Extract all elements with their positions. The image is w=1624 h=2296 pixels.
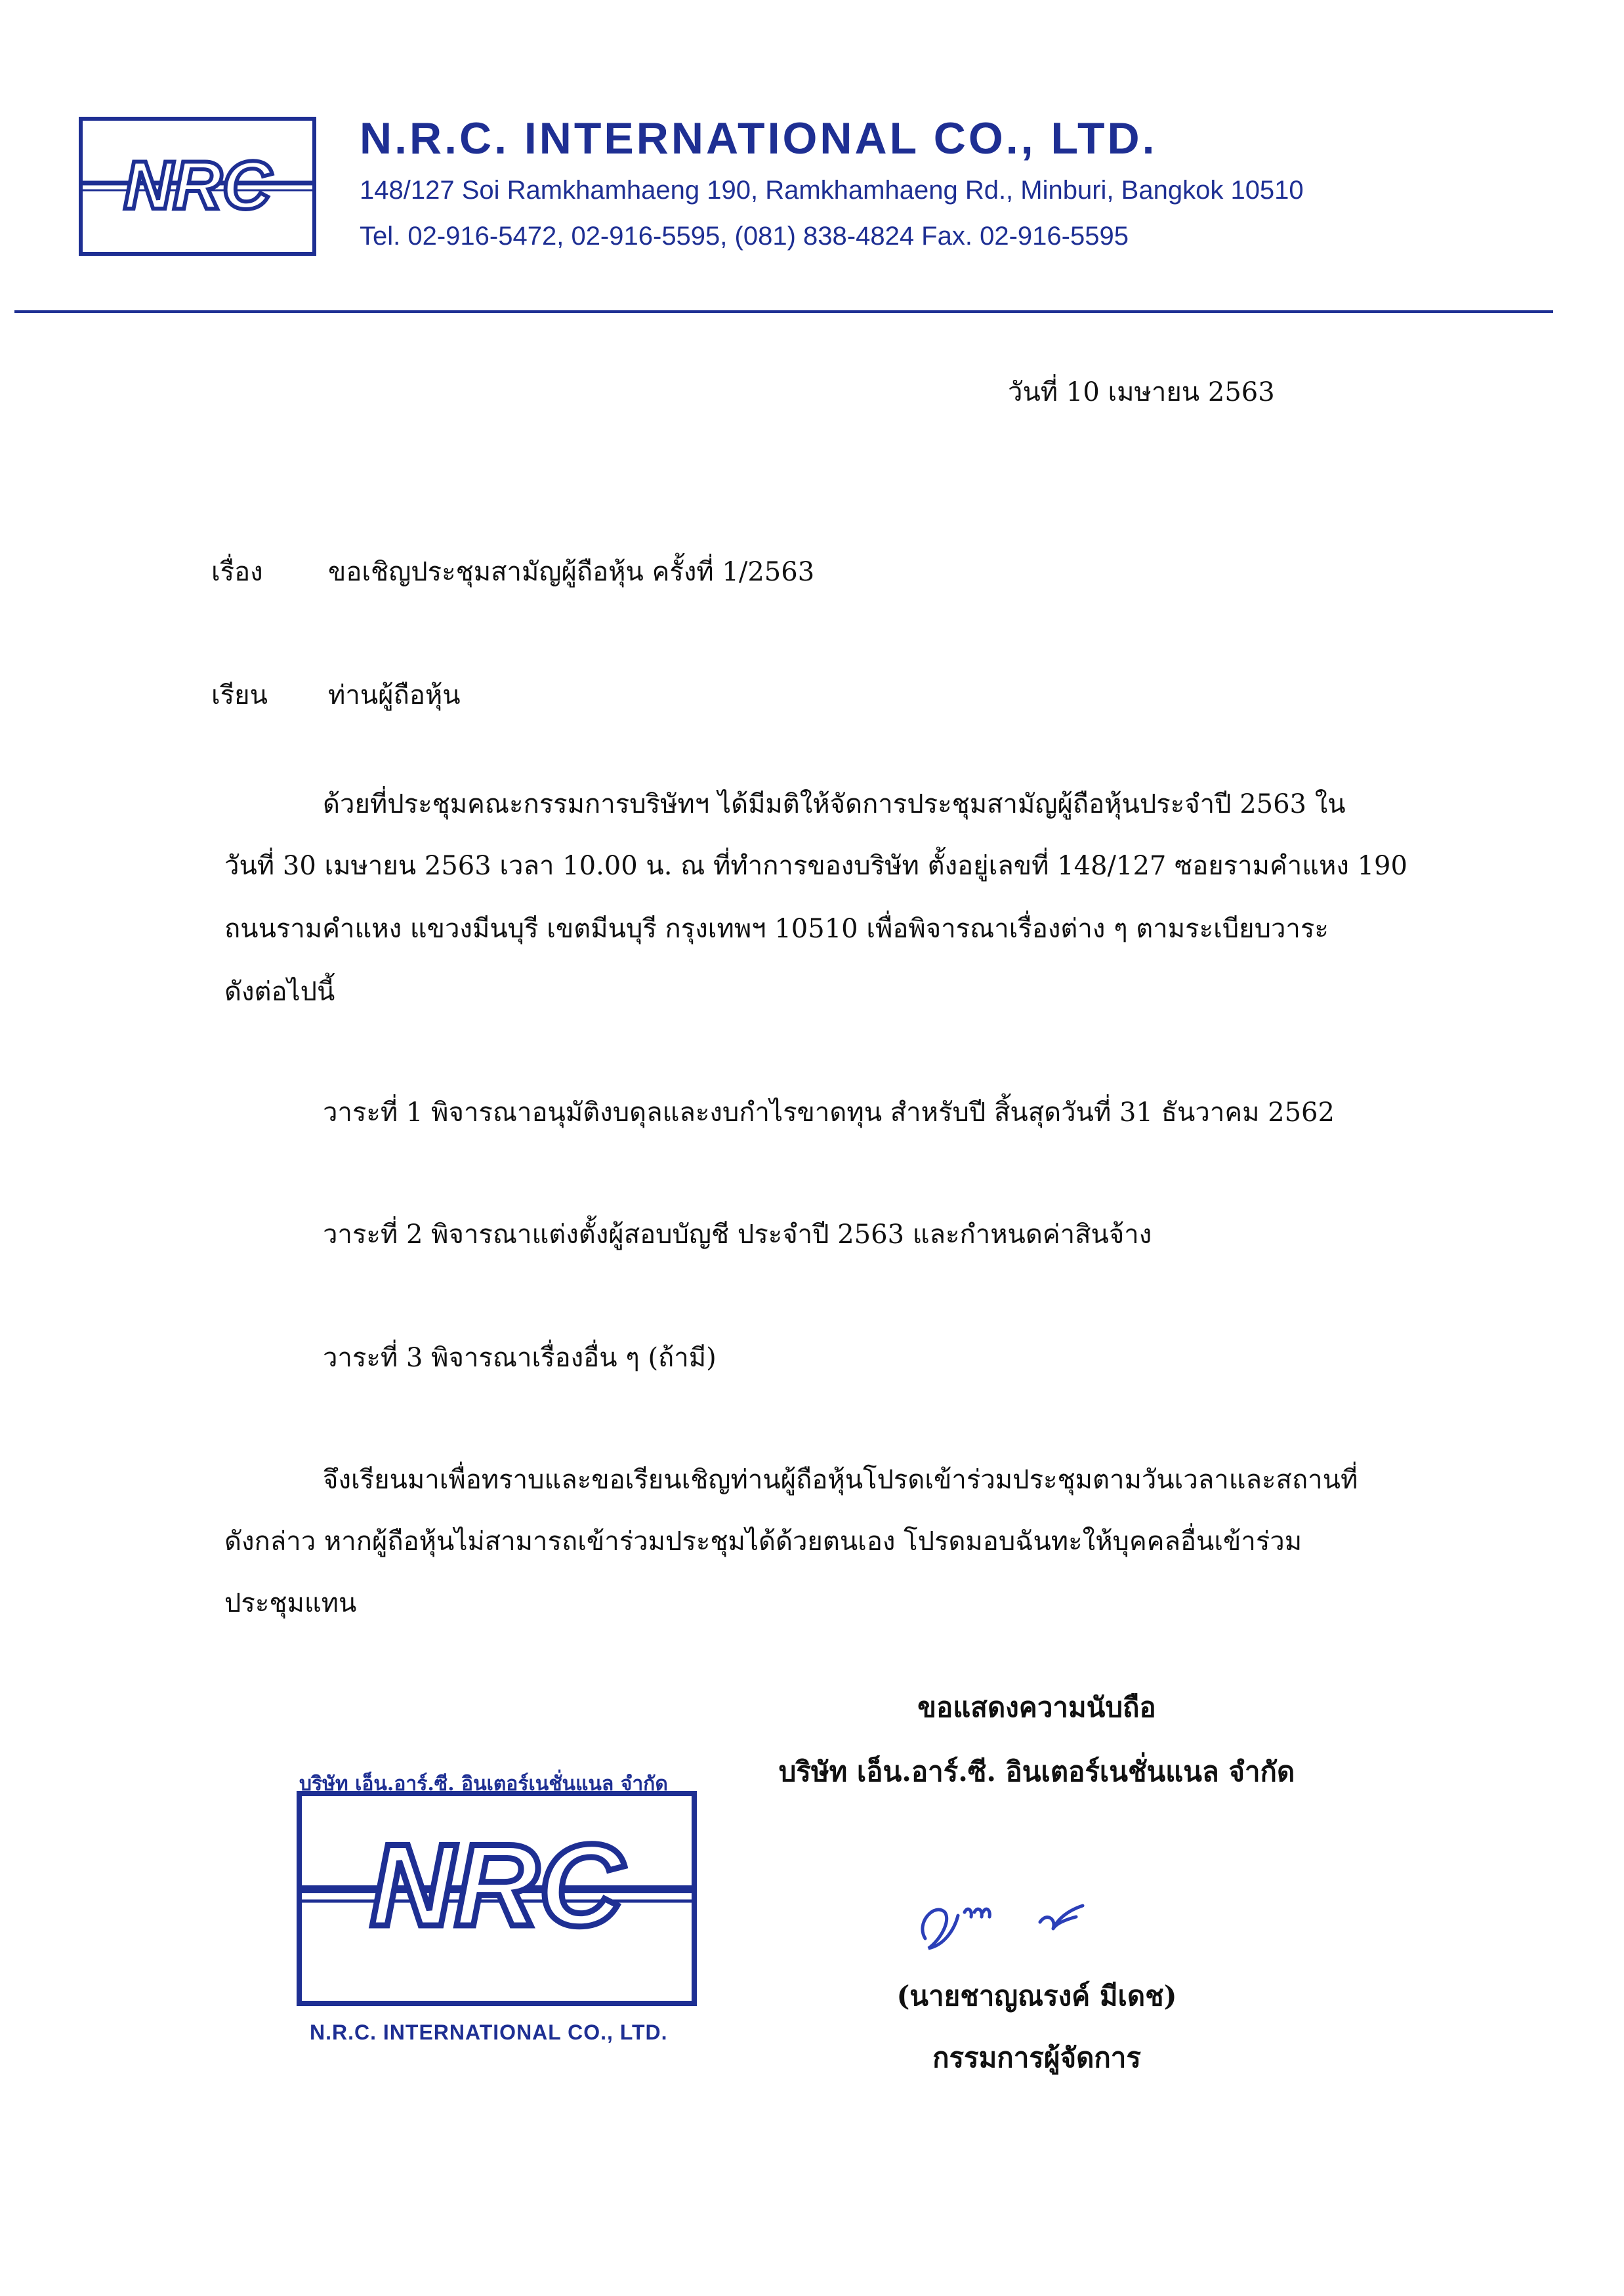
paragraph-2-line: ประชุมแทน: [224, 1588, 357, 1618]
stamp-company-thai: บริษัท เอ็น.อาร์.ซี. อินเตอร์เนชั่นแนล จำกัด: [299, 1773, 668, 1795]
closing-company-name: บริษัท เอ็น.อาร์.ซี. อินเตอร์เนชั่นแนล จำกัด: [778, 1755, 1295, 1788]
paragraph-1-line: ดังต่อไปนี้: [224, 977, 335, 1007]
agenda-item-1: วาระที่ 1 พิจารณาอนุมัติงบดุลและงบกำไรขาดทุน สำหรับปี สิ้นสุดวันที่ 31 ธันวาคม 2562: [323, 1097, 1335, 1128]
subject-label: เรื่อง: [211, 557, 263, 587]
stamp-company-english: N.R.C. INTERNATIONAL CO., LTD.: [310, 2020, 668, 2044]
agenda-item-3: วาระที่ 3 พิจารณาเรื่องอื่น ๆ (ถ้ามี): [323, 1343, 717, 1373]
company-name: N.R.C. INTERNATIONAL CO., LTD.: [360, 113, 1157, 163]
paragraph-1-line: ถนนรามคำแหง แขวงมีนบุรี เขตมีนบุรี กรุงเทพฯ 10510 เพื่อพิจารณาเรื่องต่าง ๆ ตามระเบียบวาระ: [224, 914, 1329, 944]
signer-name: (นายชาญณรงค์ มีเดช): [896, 1980, 1177, 2012]
paragraph-1-line: วันที่ 30 เมษายน 2563 เวลา 10.00 น. ณ ที่ทำการของบริษัท ตั้งอยู่เลขที่ 148/127 ซอยรามคำแหง 190: [224, 851, 1407, 881]
subject-text: ขอเชิญประชุมสามัญผู้ถือหุ้น ครั้งที่ 1/2563: [328, 557, 815, 587]
company-contact: Tel. 02-916-5472, 02-916-5595, (081) 838-4824 Fax. 02-916-5595: [360, 222, 1129, 251]
letter-date: วันที่ 10 เมษายน 2563: [1008, 377, 1275, 407]
svg-text:NRC: NRC: [370, 1820, 623, 1950]
svg-text:NRC: NRC: [123, 148, 272, 224]
company-stamp: [297, 1771, 697, 2060]
company-address: 148/127 Soi Ramkhamhaeng 190, Ramkhamhaeng Rd., Minburi, Bangkok 10510: [360, 176, 1304, 205]
recipient-text: ท่านผู้ถือหุ้น: [328, 680, 461, 710]
closing-regards: ขอแสดงความนับถือ: [917, 1691, 1156, 1723]
handwritten-signature: [899, 1876, 1135, 1975]
header-divider: [14, 310, 1553, 313]
paragraph-2-line: จึงเรียนมาเพื่อทราบและขอเรียนเชิญท่านผู้ถือหุ้นโปรดเข้าร่วมประชุมตามวันเวลาและสถานที่: [323, 1465, 1358, 1495]
recipient-label: เรียน: [211, 680, 268, 710]
agenda-item-2: วาระที่ 2 พิจารณาแต่งตั้งผู้สอบบัญชี ประจำปี 2563 และกำหนดค่าสินจ้าง: [323, 1220, 1152, 1250]
company-logo: [79, 117, 316, 256]
signer-title: กรรมการผู้จัดการ: [932, 2041, 1141, 2074]
paragraph-2-line: ดังกล่าว หากผู้ถือหุ้นไม่สามารถเข้าร่วมประชุมได้ด้วยตนเอง โปรดมอบฉันทะให้บุคคลอื่นเข้าร่วม: [224, 1527, 1302, 1557]
paragraph-1-line: ด้วยที่ประชุมคณะกรรมการบริษัทฯ ได้มีมติให้จัดการประชุมสามัญผู้ถือหุ้นประจำปี 2563 ใน: [323, 789, 1346, 819]
